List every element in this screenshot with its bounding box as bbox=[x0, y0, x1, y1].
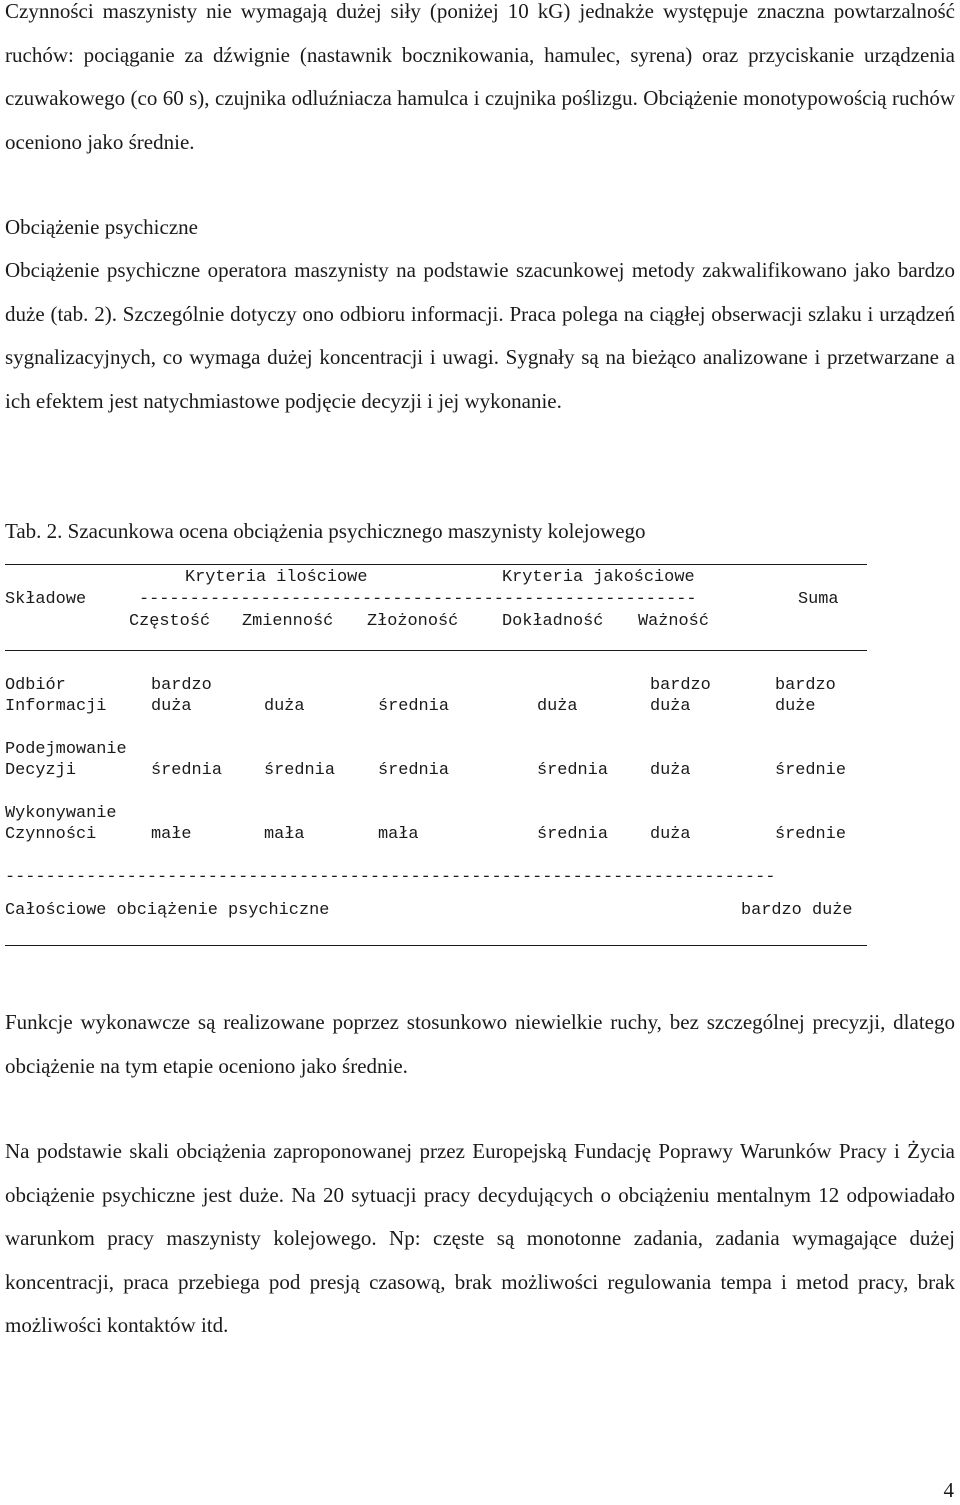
page-number: 4 bbox=[943, 1478, 954, 1502]
row-label: Informacji bbox=[5, 697, 107, 716]
cell-complexity: średnia bbox=[378, 697, 449, 716]
cell-importance: duża bbox=[650, 761, 691, 780]
summary-label: Całościowe obciążenie psychiczne bbox=[5, 901, 330, 920]
cell-accuracy: średnia bbox=[537, 761, 608, 780]
table-top-rule bbox=[5, 564, 867, 565]
header-accuracy: Dokładność bbox=[502, 612, 604, 631]
paragraph-executive-functions: Funkcje wykonawcze są realizowane poprzez stosunkowo niewielkie ruchy, bez szczególnej precyzji, dlatego obciążenie na tym etapie oceniono jako średnie. bbox=[5, 1010, 955, 1078]
cell-complexity: mała bbox=[378, 825, 419, 844]
cell-frequency: duża bbox=[151, 697, 192, 716]
cell-variability: duża bbox=[264, 697, 305, 716]
cell-variability: mała bbox=[264, 825, 305, 844]
row-label: Podejmowanie bbox=[5, 740, 127, 759]
cell-frequency: bardzo bbox=[151, 676, 212, 695]
summary-value: bardzo duże bbox=[741, 901, 853, 920]
header-variability: Zmienność bbox=[242, 612, 334, 631]
cell-frequency: małe bbox=[151, 825, 192, 844]
row-label: Wykonywanie bbox=[5, 804, 117, 823]
cell-sum: duże bbox=[775, 697, 816, 716]
table-header-rule bbox=[5, 650, 867, 651]
header-importance: Ważność bbox=[638, 612, 709, 631]
cell-sum: bardzo bbox=[775, 676, 836, 695]
summary-dash-line: ---------------------------------------------------------------------------- bbox=[5, 868, 776, 887]
row-label: Czynności bbox=[5, 825, 97, 844]
cell-sum: średnie bbox=[775, 825, 846, 844]
header-quantitative-criteria: Kryteria ilościowe bbox=[185, 568, 368, 587]
cell-accuracy: średnia bbox=[537, 825, 608, 844]
table-bottom-rule bbox=[5, 945, 867, 946]
header-sum: Suma bbox=[798, 590, 839, 609]
cell-accuracy: duża bbox=[537, 697, 578, 716]
header-complexity: Złożoność bbox=[367, 612, 459, 631]
cell-importance: bardzo bbox=[650, 676, 711, 695]
cell-importance: duża bbox=[650, 697, 691, 716]
header-components: Składowe bbox=[5, 590, 87, 609]
section-heading-psychological-load: Obciążenie psychiczne bbox=[5, 215, 198, 239]
cell-variability: średnia bbox=[264, 761, 335, 780]
header-qualitative-criteria: Kryteria jakościowe bbox=[502, 568, 695, 587]
paragraph-psychological-load: Obciążenie psychiczne operatora maszynisty na podstawie szacunkowej metody zakwalifikowano jako bardzo duże (tab. 2). Szczególnie dotyczy ono odbioru informacji. Praca polega na ciągłej obserwacji szlaku i urządzeń sygnalizacyjnych, co wymaga dużej koncentracji i uwagi. Sygnały są na bieżąco analizowane i przetwarzane a ich efektem jest natychmiastowe podjęcie decyzji i jej wykonanie. bbox=[5, 258, 955, 413]
cell-sum: średnie bbox=[775, 761, 846, 780]
table-caption: Tab. 2. Szacunkowa ocena obciążenia psychicznego maszynisty kolejowego bbox=[5, 519, 646, 543]
paragraph-motor-load: Czynności maszynisty nie wymagają dużej siły (poniżej 10 kG) jednakże występuje znaczna powtarzalność ruchów: pociąganie za dźwignie (nastawnik bocznikowania, hamulec, syrena) oraz przyciskanie urządzenia czuwakowego (co 60 s), czujnika odluźniacza hamulca i czujnika poślizgu. Obciążenie monotypowością ruchów oceniono jako średnie. bbox=[5, 0, 955, 154]
header-dash-line: ------------------------------------------------------- bbox=[139, 590, 697, 609]
header-frequency: Częstość bbox=[129, 612, 211, 631]
row-label: Decyzji bbox=[5, 761, 76, 780]
row-label: Odbiór bbox=[5, 676, 66, 695]
cell-importance: duża bbox=[650, 825, 691, 844]
cell-complexity: średnia bbox=[378, 761, 449, 780]
paragraph-european-scale: Na podstawie skali obciążenia zaproponowanej przez Europejską Fundację Poprawy Warunków Pracy i Życia obciążenie psychiczne jest duże. Na 20 sytuacji pracy decydujących o obciążeniu mentalnym 12 odpowiadało warunkom pracy maszynisty kolejowego. Np: częste są monotonne zadania, zadania wymagające dużej koncentracji, praca przebiega pod presją czasową, brak możliwości regulowania tempa i metod pracy, brak możliwości kontaktów itd. bbox=[5, 1139, 955, 1338]
cell-frequency: średnia bbox=[151, 761, 222, 780]
